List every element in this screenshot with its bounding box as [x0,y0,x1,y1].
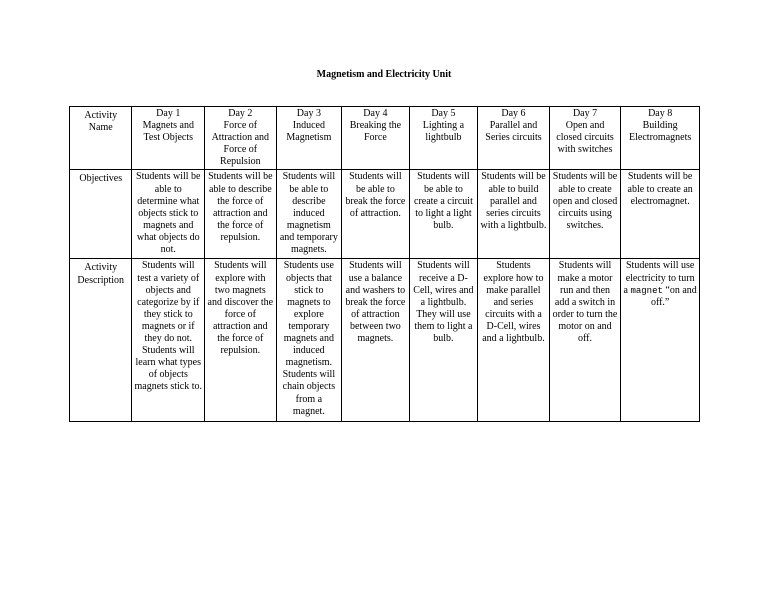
description-text-start: Students will use electricity to turn a [623,260,695,296]
objective-cell-day-5: Students will be able to create a circuit to light a light bulb. [409,170,478,259]
header-cell-day-7 [549,107,621,170]
header-cell-day-6 [478,107,550,170]
row-label-text: Activity Description [77,262,125,286]
header-cell-day-4 [342,107,410,170]
day-label: Day 5 [431,108,456,119]
row-label-objectives [70,170,132,259]
header-cell-day-5 [409,107,478,170]
activity-name: Lighting a lightbulb [422,120,465,144]
day-label: Day 6 [501,108,526,119]
description-cell-day-4: Students will use a balance and washers to break the force of attraction between two magnets. [342,259,410,422]
row-label-activity-name [70,107,132,170]
description-cell-day-2: Students will explore with two magnets and discover the force of attraction and the force of repulsion. [205,259,277,422]
table-row-objectives [70,170,700,259]
activity-name: Induced Magnetism [286,120,332,144]
description-text-end: “on and off.” [650,284,697,308]
header-cell-day-1 [132,107,205,170]
activity-name: Force of Attraction and Force of Repulsion [211,120,270,168]
activity-name: Open and closed circuits with switches [556,120,614,156]
activity-name: Parallel and Series circuits [485,120,542,144]
day-label: Day 7 [572,108,598,119]
description-cell-day-3: Students use objects that stick to magnets to explore temporary magnets and induced magnetism. Students will chain objects from a magnet. [276,259,342,422]
description-cell-day-7: Students will make a motor run and then add a switch in order to turn the motor on and off. [549,259,621,422]
objective-cell-day-2: Students will be able to describe the force of attraction and the force of repulsion. [205,170,277,259]
row-label-text: Activity Name [84,110,118,134]
description-cell-day-8 [621,259,700,422]
day-label: Day 3 [296,108,321,119]
header-cell-day-2 [205,107,277,170]
day-label: Day 1 [156,108,181,119]
objective-cell-day-8: Students will be able to create an electromagnet. [621,170,700,259]
description-cell-day-1: Students will test a variety of objects and categorize by if they stick to magnets or if they do not. Students will learn what types of objects magnets stick to. [132,259,205,422]
table-row-activity-description [70,259,700,422]
description-cell-day-6: Students explore how to make parallel and series circuits with a D-Cell, wires and a lightbulb. [478,259,550,422]
activity-name: Building Electromagnets [629,120,692,144]
header-cell-day-8 [621,107,700,170]
activity-name: Breaking the Force [349,120,402,144]
objective-cell-day-4: Students will be able to break the force of attraction. [342,170,410,259]
unit-plan-table [69,106,700,422]
objective-cell-day-6: Students will be able to build parallel and series circuits with a lightbulb. [478,170,550,259]
table-row-activity-name [70,107,700,170]
header-cell-day-3 [276,107,342,170]
row-label-text: Objectives [79,173,123,185]
objective-cell-day-3: Students will be able to describe induced magnetism and temporary magnets. [276,170,342,259]
day-label: Day 4 [363,108,388,119]
objective-cell-day-7: Students will be able to create open and closed circuits using switches. [549,170,621,259]
objective-cell-day-1: Students will be able to determine what objects stick to magnets and what objects do not. [132,170,205,259]
description-cell-day-5: Students will receive a D-Cell, wires and a lightbulb. They will use them to light a bulb. [409,259,478,422]
description-text-mono: magnet [630,285,663,296]
document-title: Magnetism and Electricity Unit [316,69,452,80]
activity-name: Magnets and Test Objects [142,120,194,144]
row-label-activity-description [70,259,132,422]
day-label: Day 2 [228,108,253,119]
day-label: Day 8 [648,108,673,119]
